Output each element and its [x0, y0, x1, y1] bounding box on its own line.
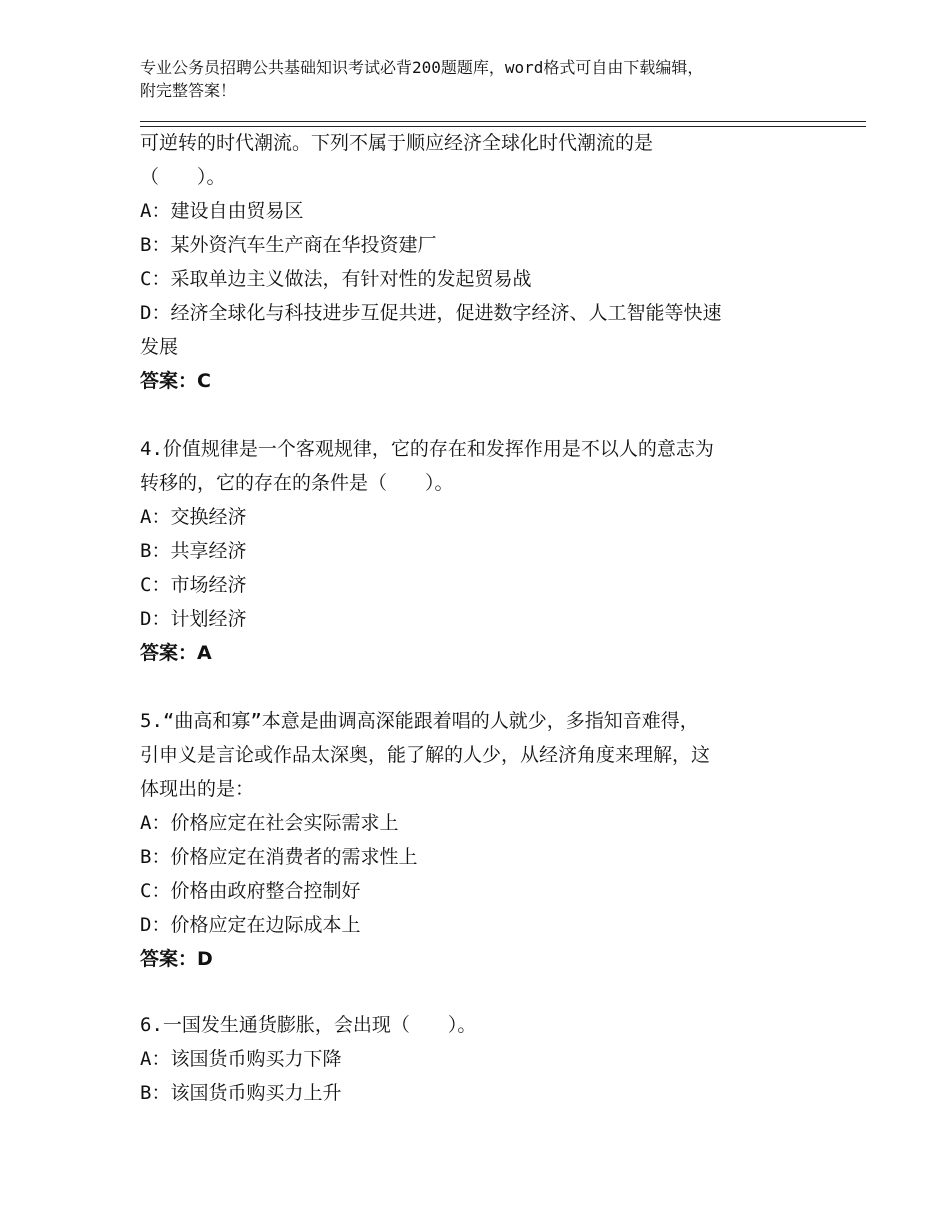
option-c: C：价格由政府整合控制好 — [140, 880, 361, 902]
option-b: B：共享经济 — [140, 540, 247, 562]
question-6 — [140, 1008, 820, 1110]
option-d-continued: 发展 — [140, 336, 179, 358]
option-c: C：市场经济 — [140, 574, 247, 596]
option-a: A：交换经济 — [140, 506, 247, 528]
question-stem-line: 体现出的是： — [140, 778, 255, 800]
option-b: B：某外资汽车生产商在华投资建厂 — [140, 234, 437, 256]
question-spacer — [140, 976, 820, 1008]
question-stem-line: 4.价值规律是一个客观规律，它的存在和发挥作用是不以人的意志为 — [140, 438, 714, 460]
question-content — [140, 126, 820, 1110]
option-d: D：价格应定在边际成本上 — [140, 914, 361, 936]
question-stem-line: 转移的，它的存在的条件是（ ）。 — [140, 472, 454, 494]
option-a: A：建设自由贸易区 — [140, 200, 304, 222]
question-spacer — [140, 398, 820, 432]
question-stem-line: 6.一国发生通货膨胀，会出现（ ）。 — [140, 1014, 477, 1036]
answer-line: 答案：C — [140, 370, 211, 392]
option-c: C：采取单边主义做法，有针对性的发起贸易战 — [140, 268, 532, 290]
question-stem-line: 引申义是言论或作品太深奥，能了解的人少，从经济角度来理解，这 — [140, 744, 711, 766]
question-stem-line: 5.“曲高和寡”本意是曲调高深能跟着唱的人就少，多指知音难得， — [140, 710, 699, 732]
page-header — [140, 56, 860, 102]
option-a: A：价格应定在社会实际需求上 — [140, 812, 399, 834]
option-a: A：该国货币购买力下降 — [140, 1048, 342, 1070]
question-stem-line: 可逆转的时代潮流。下列不属于顺应经济全球化时代潮流的是 — [140, 132, 654, 154]
option-d: D：计划经济 — [140, 608, 247, 630]
question-4 — [140, 432, 820, 670]
option-b: B：该国货币购买力上升 — [140, 1082, 342, 1104]
header-line-1: 专业公务员招聘公共基础知识考试必背200题题库，word格式可自由下载编辑， — [140, 58, 704, 77]
option-d: D：经济全球化与科技进步互促共进，促进数字经济、人工智能等快速 — [140, 302, 722, 324]
question-3 — [140, 126, 820, 398]
header-line-2: 附完整答案！ — [140, 81, 237, 100]
answer-line: 答案：D — [140, 948, 213, 970]
question-spacer — [140, 670, 820, 704]
option-b: B：价格应定在消费者的需求性上 — [140, 846, 418, 868]
question-5 — [140, 704, 820, 976]
answer-line: 答案：A — [140, 642, 212, 664]
question-stem-line: （ ）。 — [140, 166, 226, 188]
